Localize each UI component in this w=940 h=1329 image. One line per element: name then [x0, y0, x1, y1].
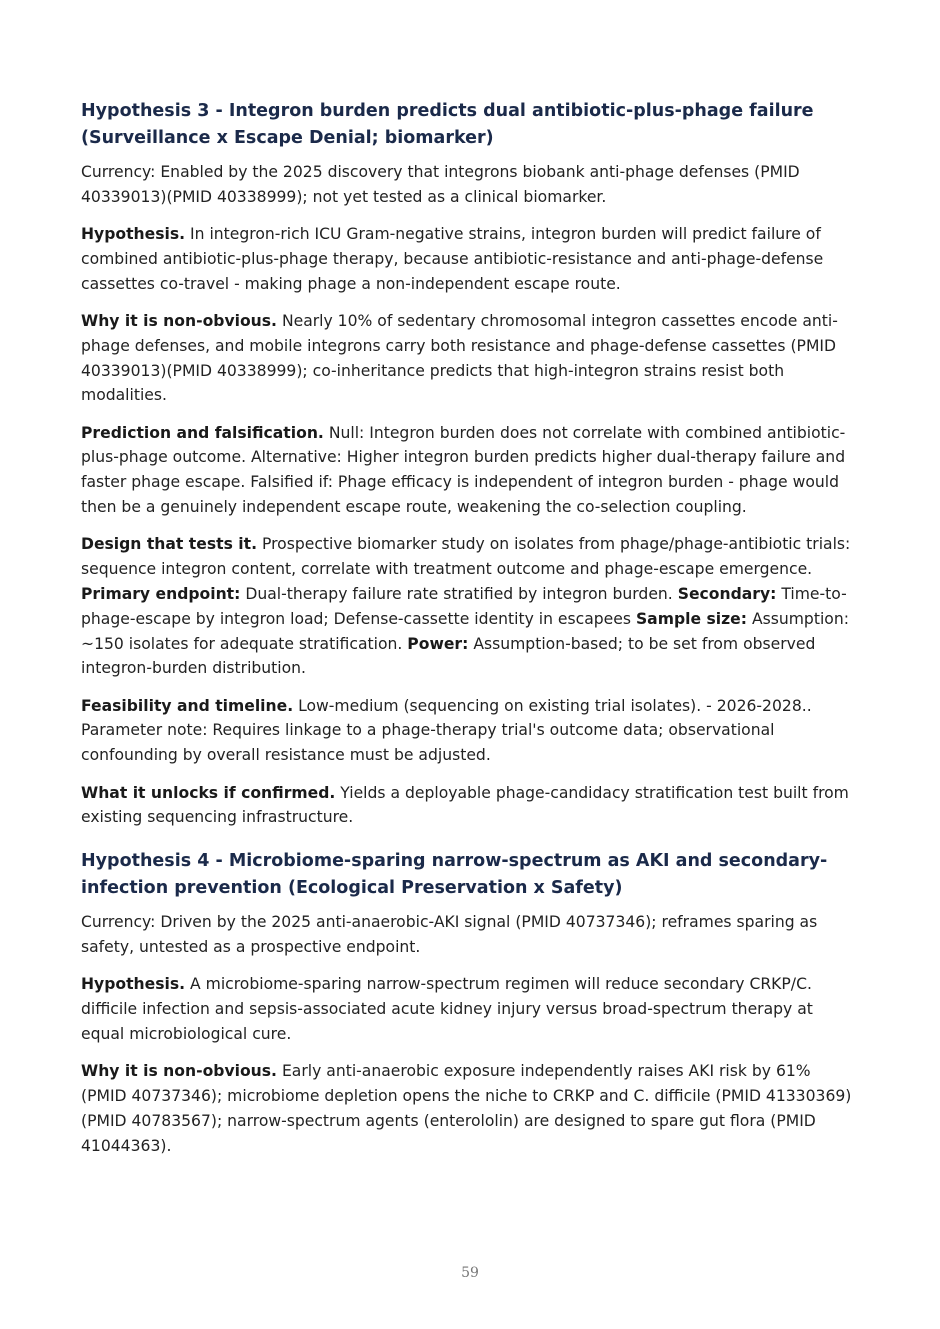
feasibility-text: Low-medium (sequencing on existing trial isolates). - 2026-2028.. Parameter note: Requires linkage to a phage-therapy trial's outcome data; observational confounding by overall resistance must be adjusted.	[81, 696, 812, 765]
nonobvious-label: Why it is non-obvious.	[81, 311, 277, 330]
unlocks-label: What it unlocks if confirmed.	[81, 783, 336, 802]
nonobvious-text: Nearly 10% of sedentary chromosomal integron cassettes encode anti-phage defenses, and mobile integrons carry both resistance and phage-defense cassettes (PMID 40339013)(PMID 40338999); co-inheritance predicts that high-integron strains resist both modalities.	[81, 311, 838, 405]
hypothesis-text: A microbiome-sparing narrow-spectrum regimen will reduce secondary CRKP/C. difficile infection and sepsis-associated acute kidney injury versus broad-spectrum therapy at equal microbiological cure.	[81, 975, 813, 1043]
hypothesis-text: In integron-rich ICU Gram-negative strains, integron burden will predict failure of combined antibiotic-plus-phage therapy, because antibiotic-resistance and anti-phage-defense cassettes co-travel - making phage a non-independent escape route.	[81, 225, 824, 293]
secondary-label: Secondary:	[677, 584, 777, 603]
primary-endpoint-label: Primary endpoint:	[81, 584, 241, 603]
power-label: Power:	[407, 634, 469, 653]
hypothesis-3-design	[81, 532, 861, 681]
document-page	[81, 98, 861, 1171]
design-label: Design that tests it.	[81, 535, 258, 554]
hypothesis-3-nonobvious	[81, 309, 861, 408]
hypothesis-3-currency: Currency: Enabled by the 2025 discovery that integrons biobank anti-phage defenses (PMID 40339013)(PMID 40338999); not yet tested as a clinical biomarker.	[81, 163, 800, 206]
prediction-label: Prediction and falsification.	[81, 423, 324, 442]
hypothesis-label: Hypothesis.	[81, 225, 186, 244]
hypothesis-3-unlocks	[81, 781, 861, 831]
hypothesis-3-feasibility	[81, 694, 861, 768]
hypothesis-4-currency: Currency: Driven by the 2025 anti-anaerobic-AKI signal (PMID 40737346); reframes sparing as safety, untested as a prospective endpoint.	[81, 913, 818, 956]
secondary-text: Time-to-phage-escape by integron load; Defense-cassette identity in escapees	[81, 584, 847, 628]
power-text: Assumption-based; to be set from observed integron-burden distribution.	[81, 634, 816, 678]
page-number: 59	[461, 1265, 479, 1281]
prediction-text: Null: Integron burden does not correlate with combined antibiotic-plus-phage outcome. Alternative: Higher integron burden predicts higher dual-therapy failure and faster phage escape. Falsified if: Phage efficacy is independent of integron burden - phage would then be a genuinely independent escape route, weakening the co-selection coupling.	[81, 423, 846, 517]
hypothesis-3-prediction	[81, 421, 861, 520]
hypothesis-4-heading: Hypothesis 4 - Microbiome-sparing narrow-spectrum as AKI and secondary-infection prevention (Ecological Preservation x Safety)	[81, 851, 828, 899]
nonobvious-text: Early anti-anaerobic exposure independently raises AKI risk by 61% (PMID 40737346); microbiome depletion opens the niche to CRKP and C. difficile (PMID 41330369)(PMID 40783567); narrow-spectrum agents (enterololin) are designed to spare gut flora (PMID 41044363).	[81, 1062, 852, 1155]
design-text: Prospective biomarker study on isolates from phage/phage-antibiotic trials: sequence integron content, correlate with treatment outcome and phage-escape emergence.	[81, 535, 851, 579]
nonobvious-label: Why it is non-obvious.	[81, 1062, 277, 1081]
unlocks-text: Yields a deployable phage-candidacy stratification test built from existing sequencing infrastructure.	[81, 783, 849, 827]
hypothesis-4-nonobvious	[81, 1059, 861, 1158]
hypothesis-label: Hypothesis.	[81, 975, 186, 994]
hypothesis-3-heading: Hypothesis 3 - Integron burden predicts dual antibiotic-plus-phage failure (Surveillance x Escape Denial; biomarker)	[81, 101, 814, 148]
sample-size-text: Assumption: ~150 isolates for adequate stratification.	[81, 609, 849, 653]
feasibility-label: Feasibility and timeline.	[81, 696, 294, 715]
primary-endpoint-text: Dual-therapy failure rate stratified by integron burden.	[240, 584, 678, 603]
hypothesis-4-statement	[81, 972, 861, 1046]
sample-size-label: Sample size:	[635, 609, 747, 628]
hypothesis-3-statement	[81, 222, 861, 296]
